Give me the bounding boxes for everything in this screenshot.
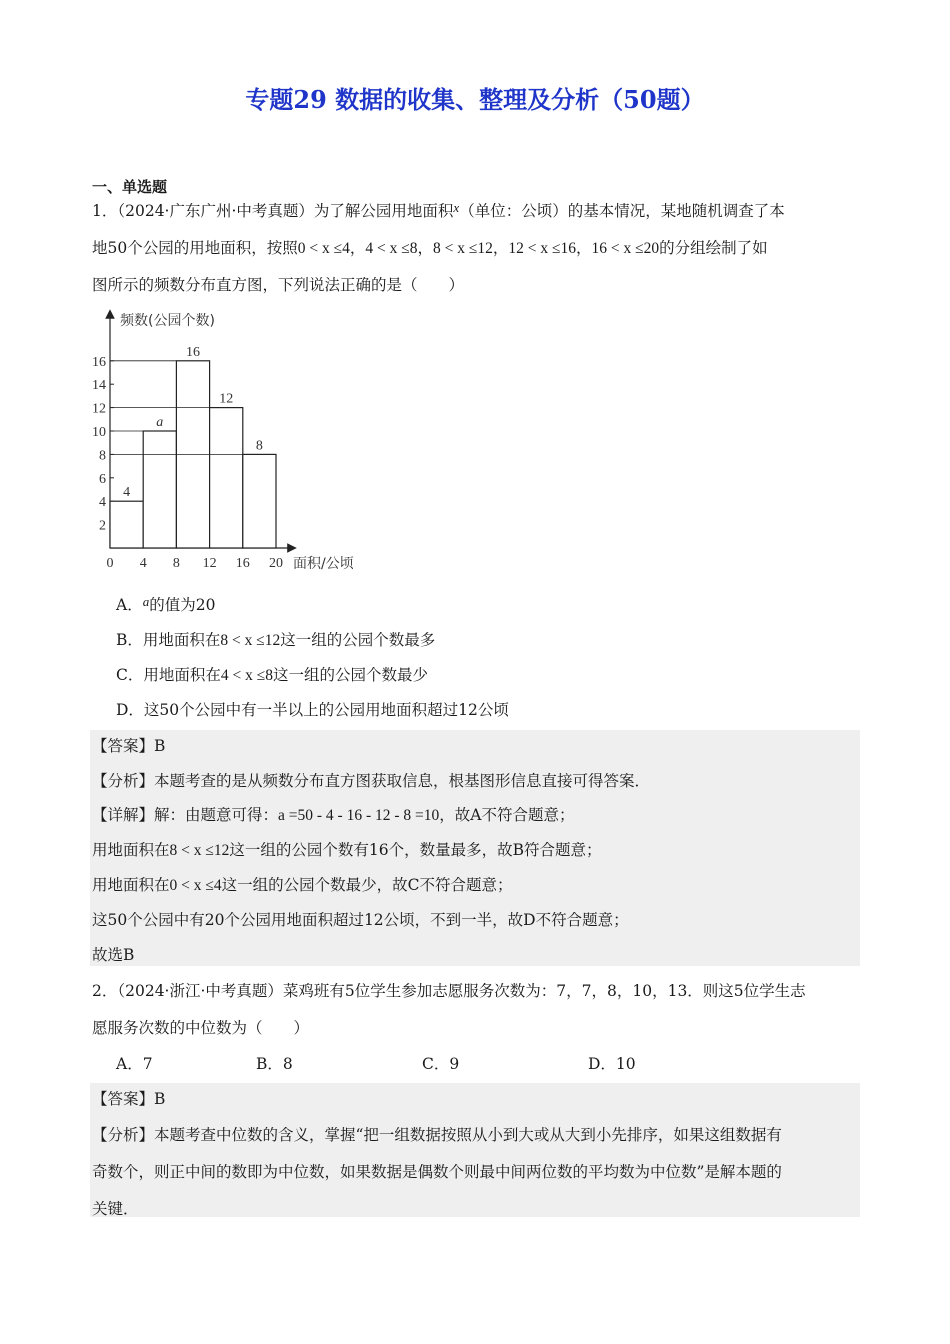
q1-var-x: x: [453, 200, 460, 215]
histogram-svg: [88, 306, 378, 578]
q1-detail-5: 故选B: [92, 946, 135, 964]
option-c-post: 这一组的公园个数最少: [273, 666, 429, 684]
page-title: 专题29 数据的收集、整理及分析（50题）: [245, 85, 705, 114]
section-heading: 一、单选题: [92, 178, 168, 196]
bar-label: a: [156, 415, 164, 430]
option-c-math: 4 < x ≤8: [220, 667, 273, 684]
q2-option-c[interactable]: C．9: [422, 1055, 460, 1073]
q1-range-3: 8 < x ≤12: [433, 240, 493, 257]
q1-line2-post: 的分组绘制了如: [659, 239, 768, 257]
q1-line-1: [92, 199, 785, 221]
d2-pre: 用地面积在: [92, 841, 170, 859]
q1-range-1: 0 < x ≤4: [297, 240, 350, 257]
option-letter: A．: [116, 596, 143, 614]
d3-post: 这一组的公园个数最少，故C不符合题意；: [221, 876, 513, 894]
q1-detail-1: [92, 803, 574, 825]
x-tick-label: 20: [269, 556, 283, 571]
q2-option-b[interactable]: B．8: [256, 1055, 293, 1073]
d3-math: 0 < x ≤4: [169, 877, 222, 894]
q1-line1-post: （单位：公顷）的基本情况，某地随机调查了本: [459, 202, 785, 220]
histogram-bar: [110, 501, 143, 548]
q2-analysis-2: 奇数个，则正中间的数即为中位数，如果数据是偶数个则最中间两位数的平均数为中位数”是解本题的: [92, 1163, 782, 1181]
q2-analysis-1: 【分析】本题考查中位数的含义，掌握“把一组数据按照从小到大或从大到小先排序，如果这组数据有: [92, 1126, 782, 1144]
q1-line-2: [92, 236, 768, 258]
sep: ，: [492, 239, 509, 257]
option-b-pre: B．用地面积在: [116, 631, 221, 649]
bar-label: 12: [219, 391, 234, 407]
q2-option-a[interactable]: A．7: [116, 1055, 153, 1073]
q2-line-2: 愿服务次数的中位数为（ ）: [92, 1019, 310, 1037]
q2-analysis-3: 关键．: [92, 1200, 139, 1218]
bar-label: 16: [186, 344, 200, 360]
detail-post: ，故A不符合题意；: [439, 806, 575, 824]
option-b-post: 这一组的公园个数最多: [280, 631, 436, 649]
bar-label: 4: [123, 485, 131, 501]
d3-pre: 用地面积在: [92, 876, 170, 894]
q1-analysis: 【分析】本题考查的是从频数分布直方图获取信息，根基图形信息直接可得答案．: [92, 772, 651, 790]
bar-label: 8: [255, 438, 263, 454]
y-tick-label: 4: [99, 495, 106, 511]
x-tick-label: 12: [202, 556, 217, 571]
q1-detail-3: [92, 873, 513, 895]
y-tick-label: 16: [92, 354, 106, 370]
sep: ，: [349, 239, 366, 257]
y-tick-label: 6: [99, 471, 106, 487]
q1-range-2: 4 < x ≤8: [365, 240, 418, 257]
histogram-chart: [88, 306, 378, 578]
y-tick-label: 14: [92, 378, 106, 394]
q1-option-c[interactable]: [116, 663, 428, 685]
sep: ，: [417, 239, 434, 257]
q1-option-d[interactable]: D．这50个公园中有一半以上的公园用地面积超过12公顷: [116, 701, 509, 719]
y-tick-label: 8: [99, 448, 106, 464]
q1-line-3: 图所示的频数分布直方图，下列说法正确的是（ ）: [92, 276, 465, 294]
q1-range-5: 16 < x ≤20: [591, 240, 660, 257]
q1-line1-pre: 1．（2024·广东广州·中考真题）为了解公园用地面积: [92, 202, 454, 220]
q2-answer: 【答案】B: [92, 1090, 166, 1108]
x-axis-label: 面积/公顷: [293, 556, 354, 572]
q2-solution-box: [90, 1083, 860, 1217]
q1-option-b[interactable]: [116, 628, 435, 650]
detail-pre: 【详解】解：由题意可得：: [92, 806, 279, 824]
q1-detail-4: 这50个公园中有20个公园用地面积超过12公顷，不到一半，故D不符合题意；: [92, 911, 629, 929]
q1-range-4: 12 < x ≤16: [508, 240, 577, 257]
histogram-bar: [143, 431, 176, 548]
q1-option-a[interactable]: [116, 593, 215, 615]
x-tick-label: 4: [139, 556, 147, 571]
y-tick-label: 12: [92, 401, 106, 417]
x-tick-label: 16: [235, 556, 250, 571]
d2-math: 8 < x ≤12: [169, 842, 230, 859]
option-a-var: a: [142, 594, 150, 609]
option-b-math: 8 < x ≤12: [220, 632, 281, 649]
q2-option-d[interactable]: D．10: [588, 1055, 636, 1073]
x-tick-label: 8: [172, 556, 180, 571]
sep: ，: [576, 239, 592, 257]
y-tick-label: 10: [92, 425, 106, 440]
q1-detail-2: [92, 838, 602, 860]
histogram-bar: [243, 454, 276, 548]
d2-post: 这一组的公园个数有16个，数量最多，故B符合题意；: [229, 841, 602, 859]
q1-line2-pre: 地50个公园的用地面积，按照: [92, 239, 298, 257]
y-tick-label: 2: [99, 518, 106, 534]
q2-line-1: 2．（2024·浙江·中考真题）菜鸡班有5位学生参加志愿服务次数为：7，7，8，10，13．则这5位学生志: [92, 982, 806, 1000]
histogram-bar: [210, 408, 243, 548]
x-tick-label: 0: [106, 556, 114, 571]
option-a-text: 的值为20: [149, 596, 216, 614]
option-c-pre: C．用地面积在: [116, 666, 221, 684]
q1-answer: 【答案】B: [92, 737, 166, 755]
y-axis-label: 频数(公园个数): [120, 313, 215, 329]
detail-math: a =50 - 4 - 16 - 12 - 8 =10: [278, 807, 440, 824]
